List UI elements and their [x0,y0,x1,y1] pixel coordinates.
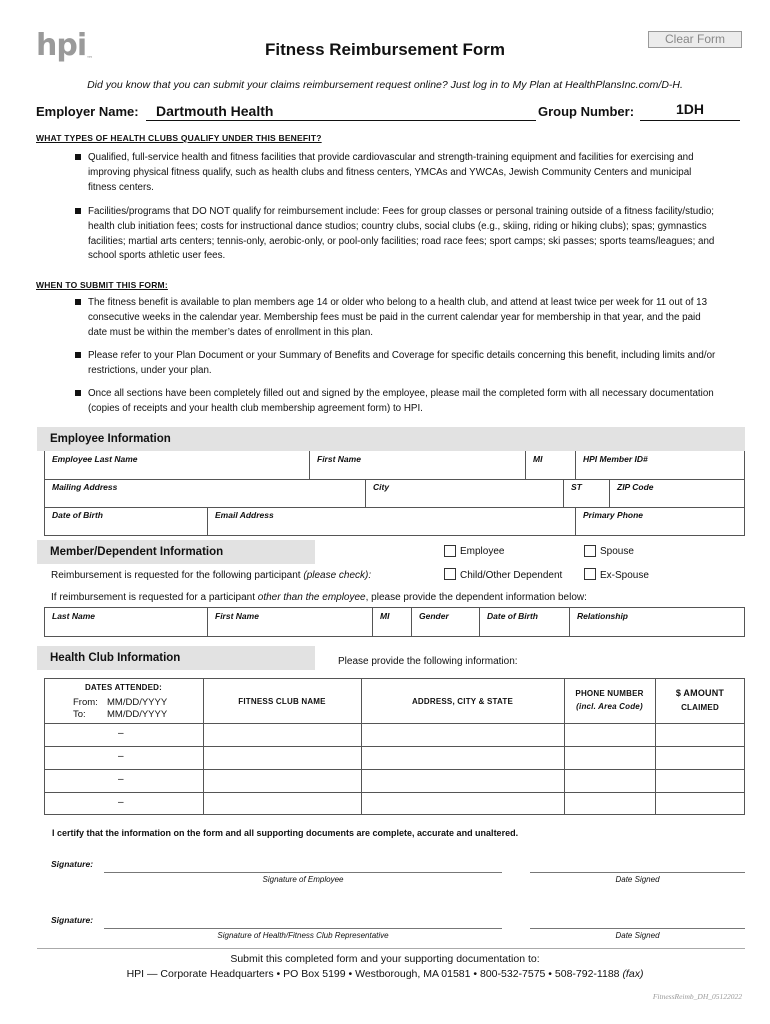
date-range-row-3[interactable]: – [118,774,124,785]
employee-checkbox[interactable] [444,545,456,557]
grid-col-divider [207,607,208,637]
employee-first-name-field[interactable]: First Name [317,454,361,464]
primary-phone-field[interactable]: Primary Phone [583,510,643,520]
grid-col-divider [575,507,576,536]
date-range-row-4[interactable]: – [118,797,124,808]
grid-col-divider [569,607,570,637]
dependent-instruction-text: If reimbursement is requested for a participant other than the employee, please provide the dependent information below: [51,592,587,603]
employee-signature-label: Signature: [51,859,94,869]
amount-claimed-header-2: CLAIMED [681,703,719,712]
grid-row-divider [44,507,745,508]
certification-statement: I certify that the information on the form and all supporting documents are complete, accurate and unaltered. [52,828,519,838]
from-date-field[interactable]: MM/DD/YYYY [107,697,168,708]
employee-date-caption: Date Signed [615,875,660,884]
grid-col-divider [609,479,610,507]
table-row-divider [44,746,745,747]
to-label: To: [73,709,86,720]
employee-signature-caption: Signature of Employee [262,875,344,884]
employer-name-field[interactable]: Dartmouth Health [156,103,274,119]
hpi-member-id-field[interactable]: HPI Member ID# [583,454,648,464]
fitness-club-name-header: FITNESS CLUB NAME [238,697,326,706]
table-col-divider [564,678,565,815]
dependent-info-header: Member/Dependent Information [37,540,315,564]
qualify-bullet-2: Facilities/programs that DO NOT qualify for reimbursement include: Fees for group classes or personal training outside of a fitness facility/studio; health club initiation fees; costs for instructional dance studios; country clubs, social clubs (e.g., skiing, riding or hiking clubs); spas; gymnastics facilities; martial arts centers; tennis-only, aerobic-only, or pool-only facilities; road race fees; sport camps; ski passes; sports teams/leagues; and school sports athletic user fees. [88,205,720,264]
club-rep-signature-label: Signature: [51,915,94,925]
grid-col-divider [575,451,576,479]
date-of-birth-field[interactable]: Date of Birth [52,510,103,520]
dependent-dob-field[interactable]: Date of Birth [487,611,538,621]
phone-number-header: PHONE NUMBER [575,689,644,698]
health-club-info-header: Health Club Information [37,646,315,670]
footer-divider [37,948,745,949]
mailing-address-field[interactable]: Mailing Address [52,482,118,492]
grid-col-divider [309,451,310,479]
dependent-relationship-field[interactable]: Relationship [577,611,629,621]
state-field[interactable]: ST [571,482,582,492]
dependent-mi-field[interactable]: MI [380,611,390,621]
from-label: From: [73,697,98,708]
form-title: Fitness Reimbursement Form [265,40,505,59]
ex-spouse-option-label: Ex-Spouse [600,570,649,581]
grid-col-divider [525,451,526,479]
dates-attended-header: DATES ATTENDED: [84,683,163,692]
table-row-divider [44,769,745,770]
city-field[interactable]: City [373,482,390,492]
to-date-field[interactable]: MM/DD/YYYY [107,709,168,720]
grid-col-divider [563,479,564,507]
when-bullet-2: Please refer to your Plan Document or your Summary of Benefits and Coverage for specific details concerning this benefit, including limits and/or restrictions, under your plan. [88,349,720,379]
grid-col-divider [372,607,373,637]
dependent-first-name-field[interactable]: First Name [215,611,259,621]
club-rep-signature-field[interactable] [104,928,502,929]
email-address-field[interactable]: Email Address [215,510,274,520]
date-range-row-1[interactable]: – [118,728,124,739]
when-bullet-1: The fitness benefit is available to plan members age 14 or older who belong to a health club, and attend at least twice per week for 11 out of 13 consecutive weeks in the calendar year. Membership fees must be paid in the current calendar year for membership in that year, and the paid date must be within the member’s dates of enrollment in this plan. [88,296,720,340]
dependent-last-name-field[interactable]: Last Name [52,611,95,621]
grid-col-divider [479,607,480,637]
child-dependent-checkbox[interactable] [444,568,456,580]
employee-option-label: Employee [460,546,505,557]
when-heading: WHEN TO SUBMIT THIS FORM: [36,280,168,290]
child-dependent-option-label: Child/Other Dependent [460,570,563,581]
group-number-label: Group Number: [538,104,635,119]
table-row-divider [44,723,745,724]
employee-mi-field[interactable]: MI [533,454,543,464]
health-club-prompt: Please provide the following information: [338,656,518,667]
employer-name-label: Employer Name: [36,104,139,119]
qualify-heading: WHAT TYPES OF HEALTH CLUBS QUALIFY UNDER THIS BENEFIT? [36,133,322,143]
group-number-field[interactable]: 1DH [676,101,705,117]
employer-name-underline [146,120,536,121]
table-row-divider [44,792,745,793]
phone-area-code-note: (incl. Area Code) [576,702,643,711]
grid-col-divider [207,507,208,536]
group-number-underline [640,120,740,121]
club-rep-signature-caption: Signature of Health/Fitness Club Representative [217,931,389,940]
submit-instruction: Submit this completed form and your supporting documentation to: [230,953,540,965]
club-rep-date-signed-field[interactable] [530,928,745,929]
hpi-address-line: HPI — Corporate Headquarters • PO Box 5199 • Westborough, MA 01581 • 800-532-7575 • 508-792-1188 (fax) [126,968,644,980]
grid-col-divider [411,607,412,637]
grid-col-divider [365,479,366,507]
clear-form-button[interactable]: Clear Form [648,31,742,48]
zip-code-field[interactable]: ZIP Code [617,482,654,492]
grid-row-divider [44,479,745,480]
employee-date-signed-field[interactable] [530,872,745,873]
date-range-row-2[interactable]: – [118,751,124,762]
employee-last-name-field[interactable]: Employee Last Name [52,454,138,464]
request-participant-text: Reimbursement is requested for the following participant (please check): [51,570,372,581]
employee-signature-field[interactable] [104,872,502,873]
online-notice: Did you know that you can submit your claims reimbursement request online? Just log in to My Plan at HealthPlansInc.com/D-H. [87,79,683,91]
spouse-option-label: Spouse [600,546,634,557]
club-rep-date-caption: Date Signed [615,931,660,940]
form-code: FitnessReimb_DH_05122022 [652,992,742,1001]
employee-info-header: Employee Information [37,427,745,451]
ex-spouse-checkbox[interactable] [584,568,596,580]
hpi-logo: hpi™ [36,28,93,63]
dependent-info-grid [44,607,745,637]
amount-claimed-header: $ AMOUNT [675,688,725,698]
when-bullet-3: Once all sections have been completely filled out and signed by the employee, please mail the completed form with all necessary documentation (copies of receipts and your health club membership agreement form) to HPI. [88,387,720,417]
dependent-gender-field[interactable]: Gender [419,611,449,621]
address-city-state-header: ADDRESS, CITY & STATE [411,697,514,706]
spouse-checkbox[interactable] [584,545,596,557]
qualify-bullet-1: Qualified, full-service health and fitness facilities that provide cardiovascular and strength-training equipment and facilities for exercising and improving physical fitness qualify, such as health clubs and fitness centers, YMCAs and YWCAs, Jewish Community Centers and municipal fitness centers. [88,151,720,195]
table-col-divider [655,678,656,815]
